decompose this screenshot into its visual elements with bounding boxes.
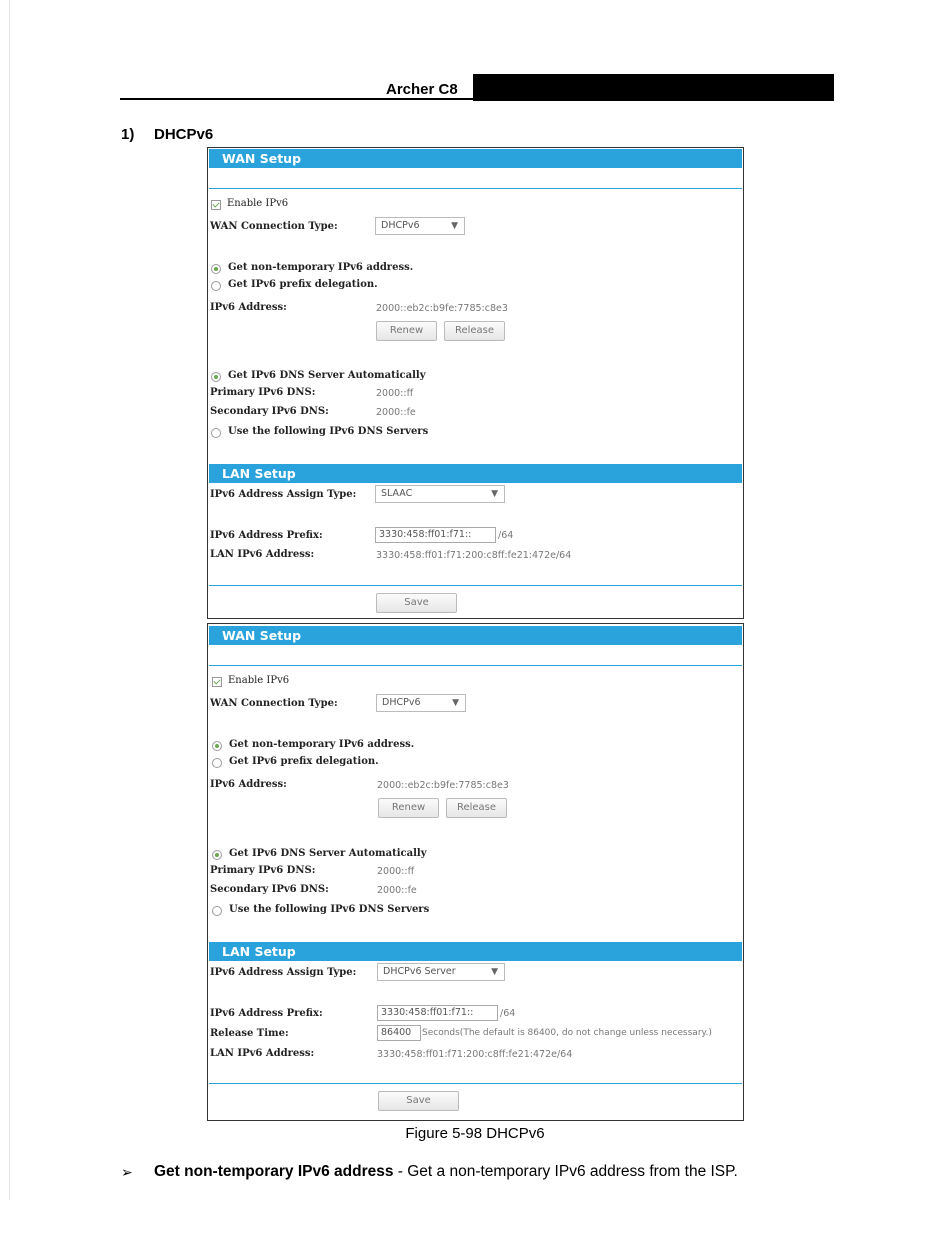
- header-divider: [209, 188, 742, 189]
- assign-type-value: DHCPv6 Server: [383, 966, 456, 977]
- assign-type-select[interactable]: [377, 963, 505, 981]
- dns-auto-radio[interactable]: [212, 850, 222, 860]
- settings-panel-slaac: [207, 147, 744, 619]
- release-time-label: Release Time:: [210, 1028, 289, 1039]
- nontemp-address-radio[interactable]: [212, 741, 222, 751]
- dns-auto-radio[interactable]: [211, 372, 221, 382]
- enable-ipv6-label: Enable IPv6: [227, 198, 289, 209]
- secondary-dns-value: 2000::fe: [376, 407, 416, 418]
- release-button[interactable]: Release: [446, 798, 507, 818]
- header-title: Archer C8: [386, 81, 458, 98]
- dns-manual-radio[interactable]: [211, 428, 221, 438]
- wan-connection-type-label: WAN Connection Type:: [210, 221, 338, 232]
- dns-auto-label: Get IPv6 DNS Server Automatically: [228, 370, 426, 381]
- renew-button[interactable]: Renew: [378, 798, 439, 818]
- section-number: 1): [121, 126, 135, 143]
- settings-panel-dhcpv6-server: [207, 623, 744, 1121]
- release-button[interactable]: Release: [444, 321, 505, 341]
- address-prefix-label: IPv6 Address Prefix:: [210, 1008, 323, 1019]
- section-title: DHCPv6: [154, 126, 214, 143]
- wan-setup-header: WAN Setup: [209, 149, 742, 168]
- ipv6-address-label: IPv6 Address:: [210, 779, 287, 790]
- release-time-input[interactable]: 86400: [377, 1025, 421, 1041]
- dns-manual-label: Use the following IPv6 DNS Servers: [228, 426, 429, 437]
- secondary-dns-value: 2000::fe: [377, 885, 417, 896]
- primary-dns-value: 2000::ff: [376, 388, 414, 399]
- ipv6-address-label: IPv6 Address:: [210, 302, 287, 313]
- nontemp-address-label: Get non-temporary IPv6 address.: [229, 739, 415, 750]
- save-button[interactable]: Save: [378, 1091, 459, 1111]
- bullet-term: Get non-temporary IPv6 address: [154, 1163, 394, 1180]
- lan-ipv6-address-value: 3330:458:ff01:f71:200:c8ff:fe21:472e/64: [377, 1049, 573, 1060]
- header-black-bar: [473, 74, 834, 101]
- save-button[interactable]: Save: [376, 593, 457, 613]
- wan-connection-type-value: DHCPv6: [382, 697, 421, 708]
- lan-ipv6-address-label: LAN IPv6 Address:: [210, 1048, 315, 1059]
- chevron-down-icon: ▼: [491, 489, 498, 499]
- figure-caption: Figure 5-98 DHCPv6: [405, 1125, 545, 1142]
- secondary-dns-label: Secondary IPv6 DNS:: [210, 406, 329, 417]
- wan-connection-type-select[interactable]: [375, 217, 465, 235]
- wan-connection-type-label: WAN Connection Type:: [210, 698, 338, 709]
- ipv6-address-value: 2000::eb2c:b9fe:7785:c8e3: [376, 303, 508, 314]
- primary-dns-label: Primary IPv6 DNS:: [210, 387, 316, 398]
- dns-manual-label: Use the following IPv6 DNS Servers: [229, 904, 430, 915]
- dns-manual-radio[interactable]: [212, 906, 222, 916]
- page-edge: [9, 0, 10, 1200]
- header-rule: [120, 98, 475, 100]
- primary-dns-label: Primary IPv6 DNS:: [210, 865, 316, 876]
- wan-setup-header: WAN Setup: [209, 626, 742, 645]
- bullet-description: - Get a non-temporary IPv6 address from the ISP.: [393, 1163, 738, 1180]
- enable-ipv6-checkbox[interactable]: [212, 677, 222, 687]
- enable-ipv6-checkbox[interactable]: [211, 200, 221, 210]
- prefix-length: /64: [498, 530, 514, 541]
- assign-type-label: IPv6 Address Assign Type:: [210, 967, 357, 978]
- assign-type-label: IPv6 Address Assign Type:: [210, 489, 357, 500]
- ipv6-address-value: 2000::eb2c:b9fe:7785:c8e3: [377, 780, 509, 791]
- bullet-item: [154, 1163, 738, 1181]
- renew-button[interactable]: Renew: [376, 321, 437, 341]
- wan-connection-type-value: DHCPv6: [381, 220, 420, 231]
- footer-divider: [209, 585, 742, 586]
- release-time-note: Seconds(The default is 86400, do not change unless necessary.): [422, 1028, 712, 1038]
- lan-ipv6-address-value: 3330:458:ff01:f71:200:c8ff:fe21:472e/64: [376, 550, 572, 561]
- footer-divider: [209, 1083, 742, 1084]
- address-prefix-input[interactable]: 3330:458:ff01:f71::: [375, 527, 496, 543]
- address-prefix-label: IPv6 Address Prefix:: [210, 530, 323, 541]
- lan-setup-header: LAN Setup: [209, 464, 742, 483]
- dns-auto-label: Get IPv6 DNS Server Automatically: [229, 848, 427, 859]
- prefix-delegation-radio[interactable]: [211, 281, 221, 291]
- chevron-down-icon: ▼: [452, 698, 459, 708]
- primary-dns-value: 2000::ff: [377, 866, 415, 877]
- prefix-length: /64: [500, 1008, 516, 1019]
- address-prefix-input[interactable]: 3330:458:ff01:f71::: [377, 1005, 498, 1021]
- wan-connection-type-select[interactable]: [376, 694, 466, 712]
- chevron-down-icon: ▼: [451, 221, 458, 231]
- header-divider: [209, 665, 742, 666]
- enable-ipv6-label: Enable IPv6: [228, 675, 290, 686]
- chevron-down-icon: ▼: [491, 967, 498, 977]
- assign-type-value: SLAAC: [381, 488, 413, 499]
- lan-ipv6-address-label: LAN IPv6 Address:: [210, 549, 315, 560]
- nontemp-address-radio[interactable]: [211, 264, 221, 274]
- prefix-delegation-label: Get IPv6 prefix delegation.: [229, 756, 379, 767]
- assign-type-select[interactable]: [375, 485, 505, 503]
- prefix-delegation-label: Get IPv6 prefix delegation.: [228, 279, 378, 290]
- bullet-arrow-icon: ➢: [121, 1164, 133, 1180]
- nontemp-address-label: Get non-temporary IPv6 address.: [228, 262, 414, 273]
- prefix-delegation-radio[interactable]: [212, 758, 222, 768]
- secondary-dns-label: Secondary IPv6 DNS:: [210, 884, 329, 895]
- lan-setup-header: LAN Setup: [209, 942, 742, 961]
